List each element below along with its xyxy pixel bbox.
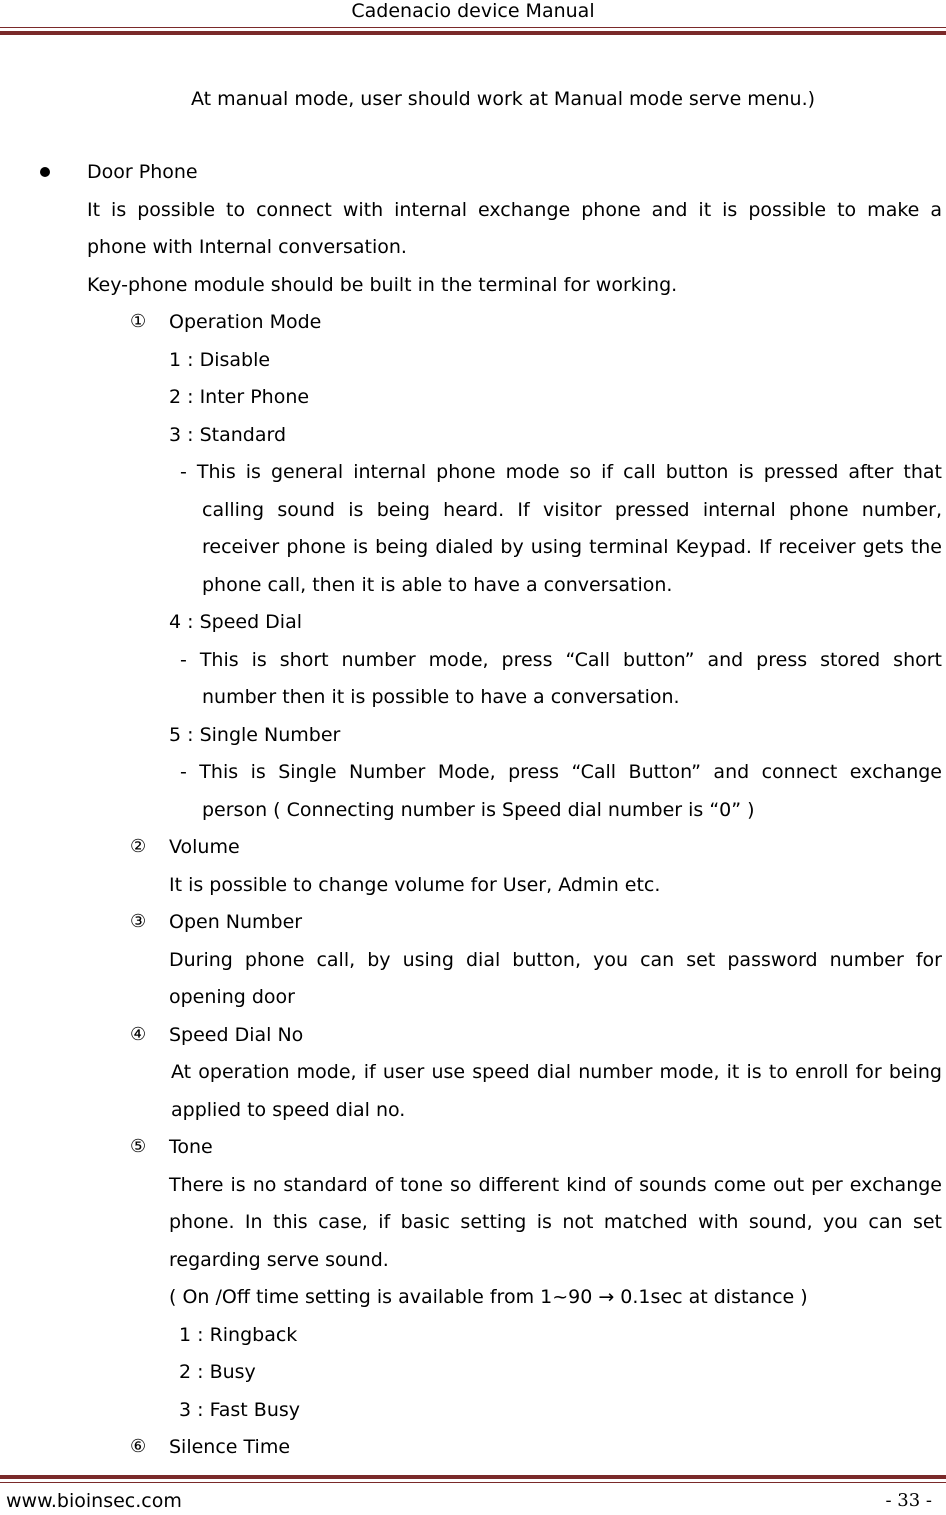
option-line: 1 : Disable — [169, 349, 271, 371]
section-title: Door Phone — [87, 161, 198, 183]
item-desc-line: opening door — [169, 986, 295, 1008]
header-rule-thick — [0, 31, 946, 35]
option-line: 5 : Single Number — [169, 724, 341, 746]
option-desc-line: calling sound is being heard. If visitor pressed internal phone number, — [202, 499, 942, 521]
item-desc-line: During phone call, by using dial button, you can set password number for — [169, 949, 942, 971]
bullet-icon — [40, 167, 50, 177]
item-marker-3: ③ — [130, 911, 147, 932]
tone-option: 2 : Busy — [179, 1361, 256, 1383]
item-marker-4: ④ — [130, 1024, 147, 1045]
item-desc-line: ( On /Off time setting is available from 1~90 → 0.1sec at distance ) — [169, 1286, 808, 1308]
intro-text: At manual mode, user should work at Manual mode serve menu.) — [191, 88, 816, 110]
header-rule-thin — [0, 27, 946, 28]
section-desc-line: Key-phone module should be built in the terminal for working. — [87, 274, 678, 296]
option-desc-line: - This is short number mode, press “Call button” and press stored short — [180, 649, 942, 671]
option-desc-line: person ( Connecting number is Speed dial number is “0” ) — [202, 799, 755, 821]
item-title-volume: Volume — [169, 836, 240, 858]
option-desc-line: - This is general internal phone mode so if call button is pressed after that — [180, 461, 942, 483]
section-desc-line: phone with Internal conversation. — [87, 236, 407, 258]
item-desc-line: applied to speed dial no. — [171, 1099, 406, 1121]
item-title-open-number: Open Number — [169, 911, 303, 933]
option-desc-line: receiver phone is being dialed by using terminal Keypad. If receiver gets the — [202, 536, 942, 558]
option-desc-line: - This is Single Number Mode, press “Call Button” and connect exchange — [180, 761, 942, 783]
option-desc-line: number then it is possible to have a conversation. — [202, 686, 680, 708]
page-header-title: Cadenacio device Manual — [351, 0, 595, 22]
option-line: 4 : Speed Dial — [169, 611, 302, 633]
item-desc-line: It is possible to change volume for User, Admin etc. — [169, 874, 661, 896]
option-line: 2 : Inter Phone — [169, 386, 310, 408]
item-desc-line: phone. In this case, if basic setting is not matched with sound, you can set — [169, 1211, 942, 1233]
item-desc-line: regarding serve sound. — [169, 1249, 389, 1271]
tone-option: 3 : Fast Busy — [179, 1399, 301, 1421]
item-marker-2: ② — [130, 836, 147, 857]
item-marker-5: ⑤ — [130, 1136, 147, 1157]
item-desc-line: There is no standard of tone so different kind of sounds come out per exchange — [169, 1174, 942, 1196]
item-title-operation-mode: Operation Mode — [169, 311, 322, 333]
option-line: 3 : Standard — [169, 424, 287, 446]
item-desc-line: At operation mode, if user use speed dial number mode, it is to enroll for being — [171, 1061, 942, 1083]
tone-option: 1 : Ringback — [179, 1324, 298, 1346]
item-marker-6: ⑥ — [130, 1436, 147, 1457]
footer-url: www.bioinsec.com — [6, 1490, 182, 1512]
item-title-silence-time: Silence Time — [169, 1436, 291, 1458]
item-marker-1: ① — [130, 311, 147, 332]
footer-rule-thin — [0, 1482, 946, 1483]
footer-rule-thick — [0, 1475, 946, 1479]
section-desc-line: It is possible to connect with internal exchange phone and it is possible to make a — [87, 199, 942, 221]
option-desc-line: phone call, then it is able to have a conversation. — [202, 574, 673, 596]
item-title-speed-dial-no: Speed Dial No — [169, 1024, 304, 1046]
page-number: - 33 - — [885, 1490, 932, 1511]
item-title-tone: Tone — [169, 1136, 213, 1158]
